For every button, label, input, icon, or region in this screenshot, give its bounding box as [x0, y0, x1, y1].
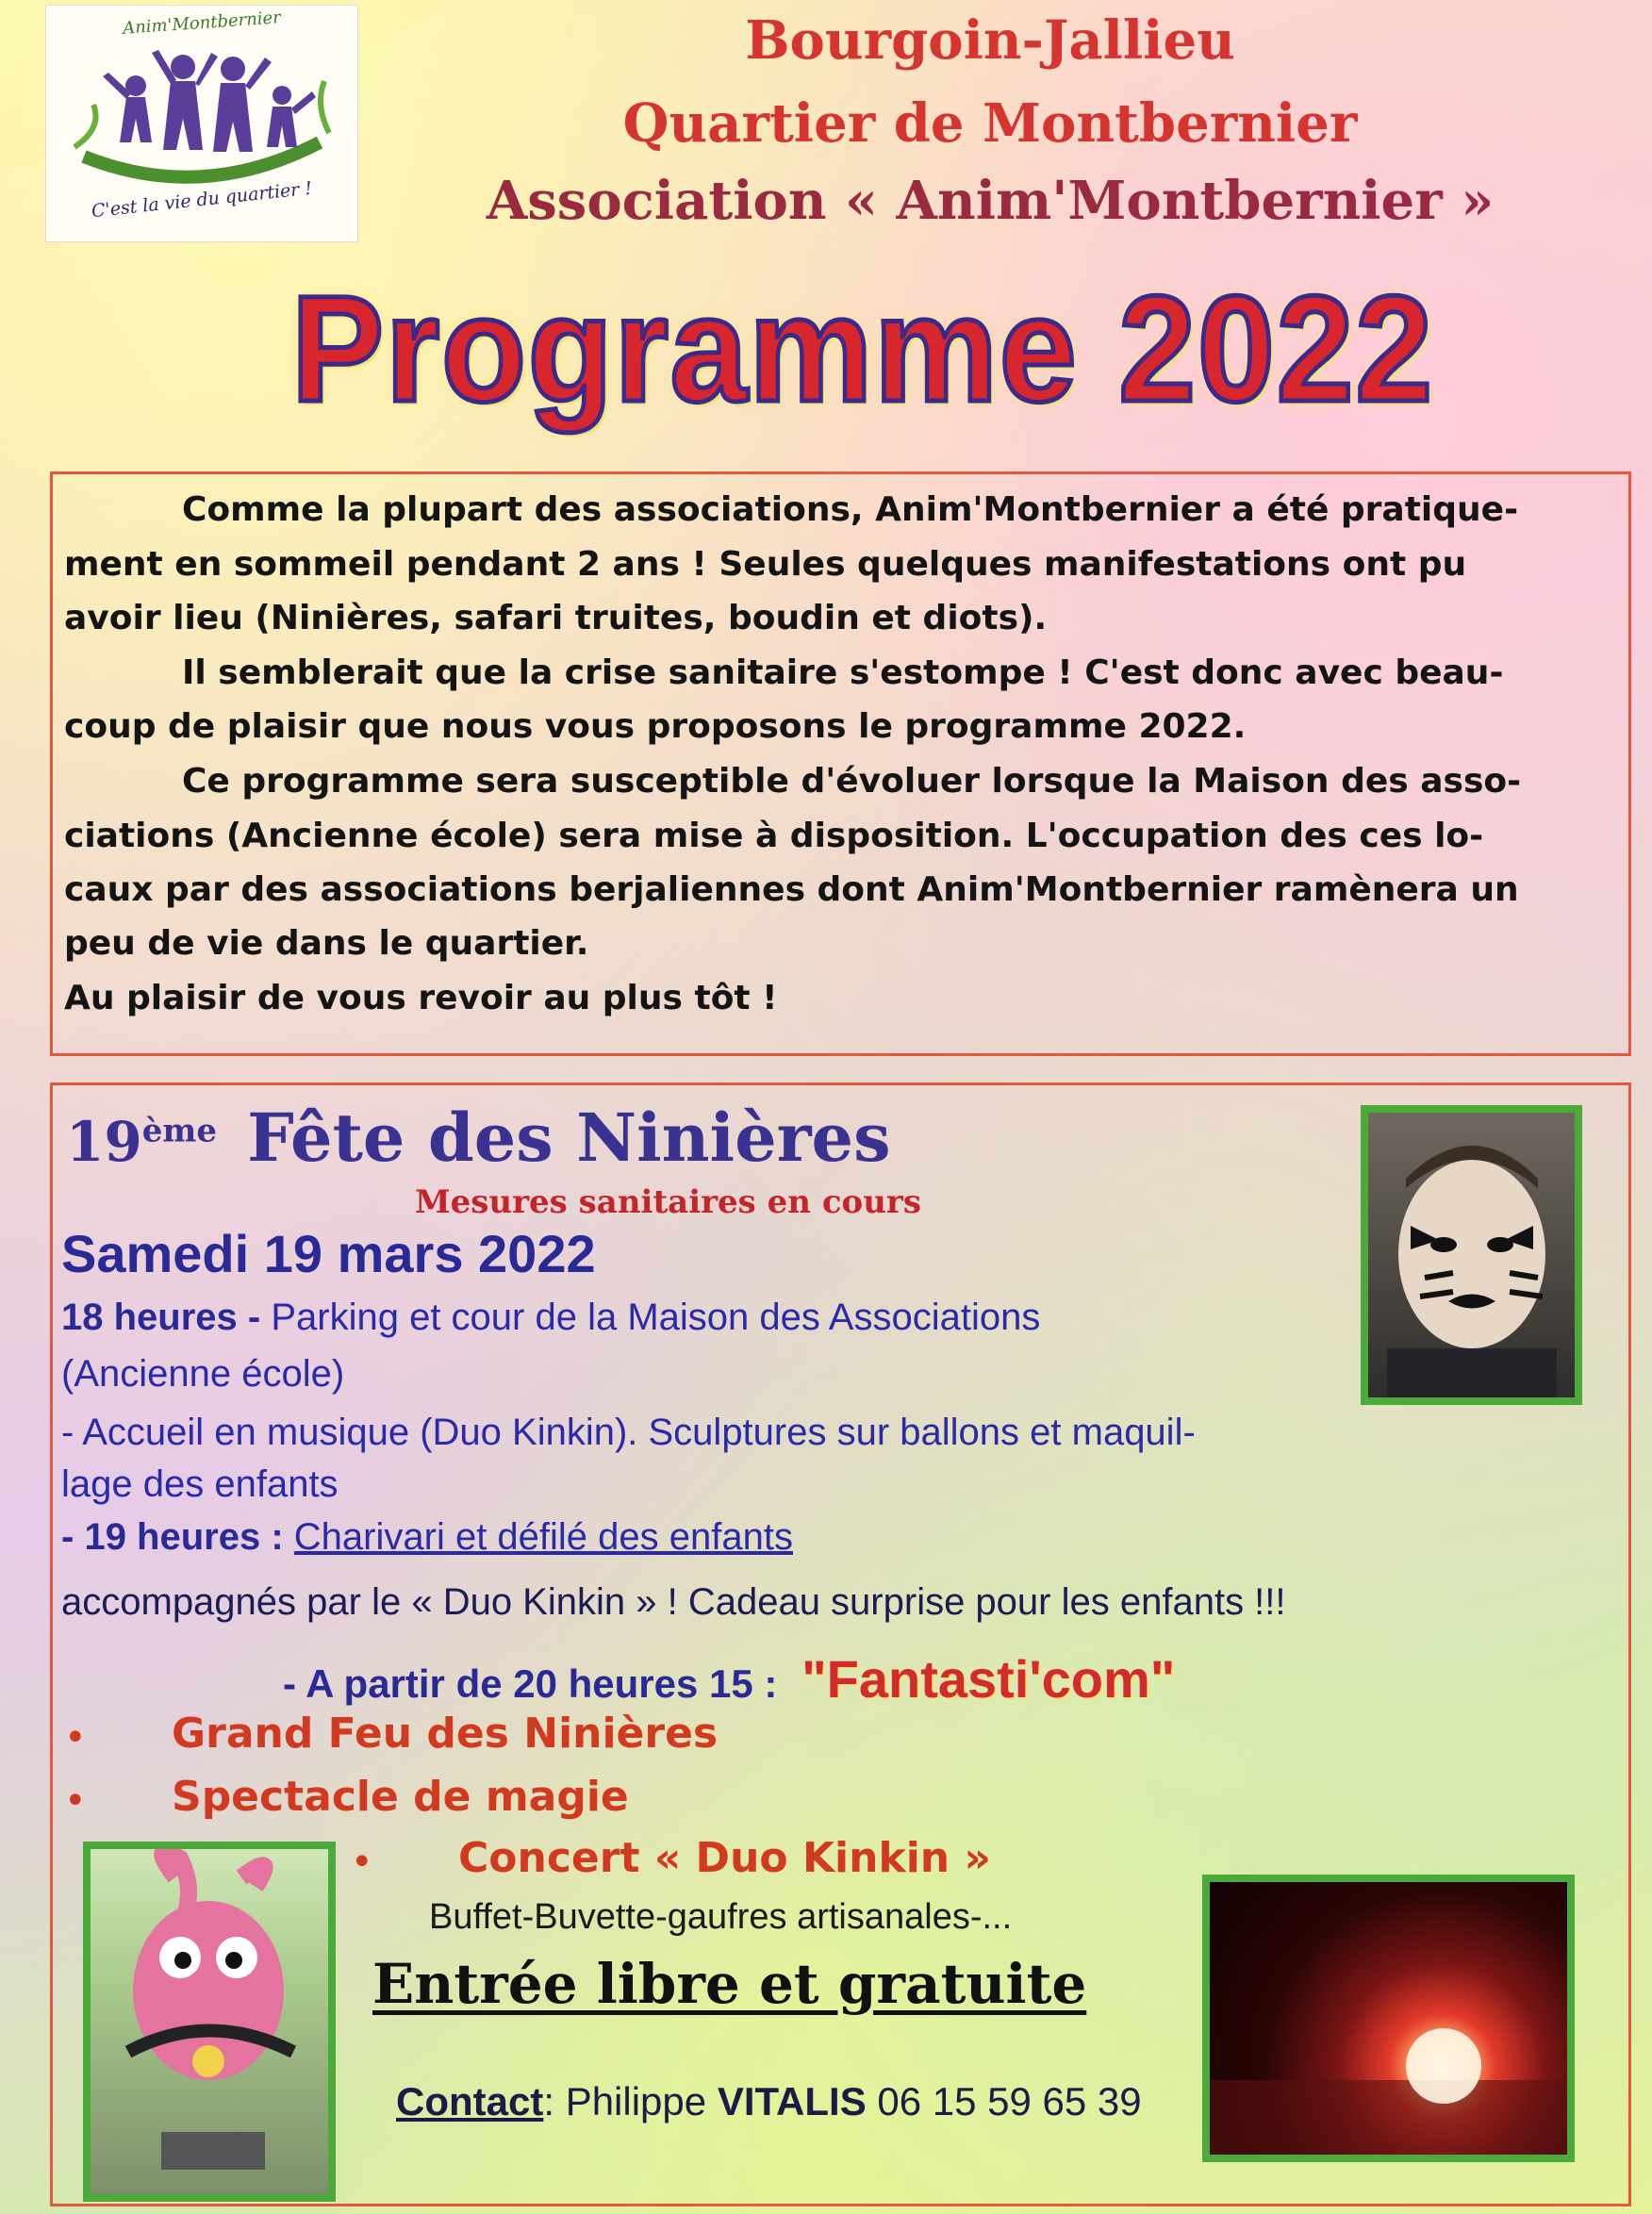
balloon-sculpture-photo [83, 1842, 336, 2202]
intro-line: ciations (Ancienne école) sera mise à disposition. L'occupation des ces lo- [64, 817, 1484, 855]
intro-line: coup de plaisir que nous vous proposons le programme 2022. [64, 707, 1247, 746]
health-note: Mesures sanitaires en cours [415, 1183, 921, 1221]
association-name: Association « Anim'Montbernier » [486, 170, 1495, 232]
intro-line: peu de vie dans le quartier. [64, 924, 589, 963]
bonfire-photo [1202, 1875, 1575, 2162]
highlight-item: Spectacle de magie [172, 1773, 629, 1821]
zebra-face-icon [1368, 1113, 1576, 1397]
schedule-line [61, 1297, 1040, 1339]
welcome-line: lage des enfants [61, 1463, 339, 1505]
fire-icon [1210, 1882, 1567, 2155]
event-name: Fête des Ninières [247, 1099, 891, 1177]
intro-line: ment en sommeil pendant 2 ans ! Seules quelques manifestations ont pu [64, 545, 1467, 584]
contact-line [396, 2079, 1142, 2124]
time-19h-prefix: - [61, 1516, 74, 1558]
logo-tagline: C'est la vie du quartier ! [91, 177, 313, 223]
parade-note: accompagnés par le « Duo Kinkin » ! Cadeau surprise pour les enfants !!! [61, 1581, 1286, 1623]
venue: Parking et cour de la Maison des Associations [271, 1297, 1041, 1338]
contact-label: Contact [396, 2079, 544, 2123]
intro-line: avoir lieu (Ninières, safari truites, boudin et diots). [64, 599, 1048, 637]
contact-separator: : [543, 2079, 555, 2123]
event-date: Samedi 19 mars 2022 [61, 1224, 596, 1283]
welcome-line: - Accueil en musique (Duo Kinkin). Sculptures sur ballons et maquil- [61, 1412, 1196, 1453]
face-paint-photo [1361, 1105, 1582, 1405]
event-heading [66, 1099, 891, 1177]
highlight-item: Concert « Duo Kinkin » [458, 1834, 991, 1882]
evening-line [283, 1648, 1175, 1710]
logo-name: Anim'Montbernier [122, 8, 282, 39]
intro-line: Ce programme sera susceptible d'évoluer lorsque la Maison des asso- [182, 762, 1522, 801]
evening-time: - A partir de 20 heures 15 : [283, 1661, 778, 1706]
bullet-icon: • [351, 1841, 373, 1884]
contact-phone: 06 15 59 65 39 [877, 2079, 1142, 2123]
venue-detail: (Ancienne école) [61, 1353, 345, 1395]
bullet-icon: • [64, 1779, 87, 1823]
intro-line: Comme la plupart des associations, Anim'Montbernier a été pratique- [182, 490, 1519, 529]
parade-title: Charivari et défilé des enfants [293, 1516, 793, 1558]
intro-line: Il semblerait que la crise sanitaire s'estompe ! C'est donc avec beau- [182, 653, 1504, 692]
intro-closing: Au plaisir de vous revoir au plus tôt ! [64, 979, 778, 1017]
edition-number: 19 [66, 1110, 142, 1174]
time-18h: 18 heures - [61, 1297, 261, 1338]
edition-suffix: ème [141, 1112, 217, 1150]
time-19h: 19 heures : [84, 1516, 284, 1558]
contact-first-name: Philippe [565, 2079, 707, 2123]
balloon-figure-icon [91, 1849, 328, 2194]
district-name: Quartier de Montbernier [622, 92, 1358, 155]
city-name: Bourgoin-Jallieu [745, 9, 1235, 72]
parade-line [61, 1516, 793, 1559]
admission-line: Entrée libre et gratuite [372, 1952, 1087, 2016]
association-logo [45, 5, 358, 242]
intro-line: caux par des associations berjaliennes dont Anim'Montbernier ramènera un [64, 870, 1519, 909]
food-line: Buffet-Buvette-gaufres artisanales-... [429, 1897, 1013, 1937]
page-title: Programme 2022 [290, 264, 1435, 433]
highlight-item: Grand Feu des Ninières [172, 1710, 719, 1758]
bullet-icon: • [64, 1716, 87, 1760]
evening-show: "Fantasti'com" [801, 1649, 1176, 1709]
children-silhouette-icon [65, 39, 339, 190]
contact-last-name: VITALIS [717, 2079, 867, 2123]
